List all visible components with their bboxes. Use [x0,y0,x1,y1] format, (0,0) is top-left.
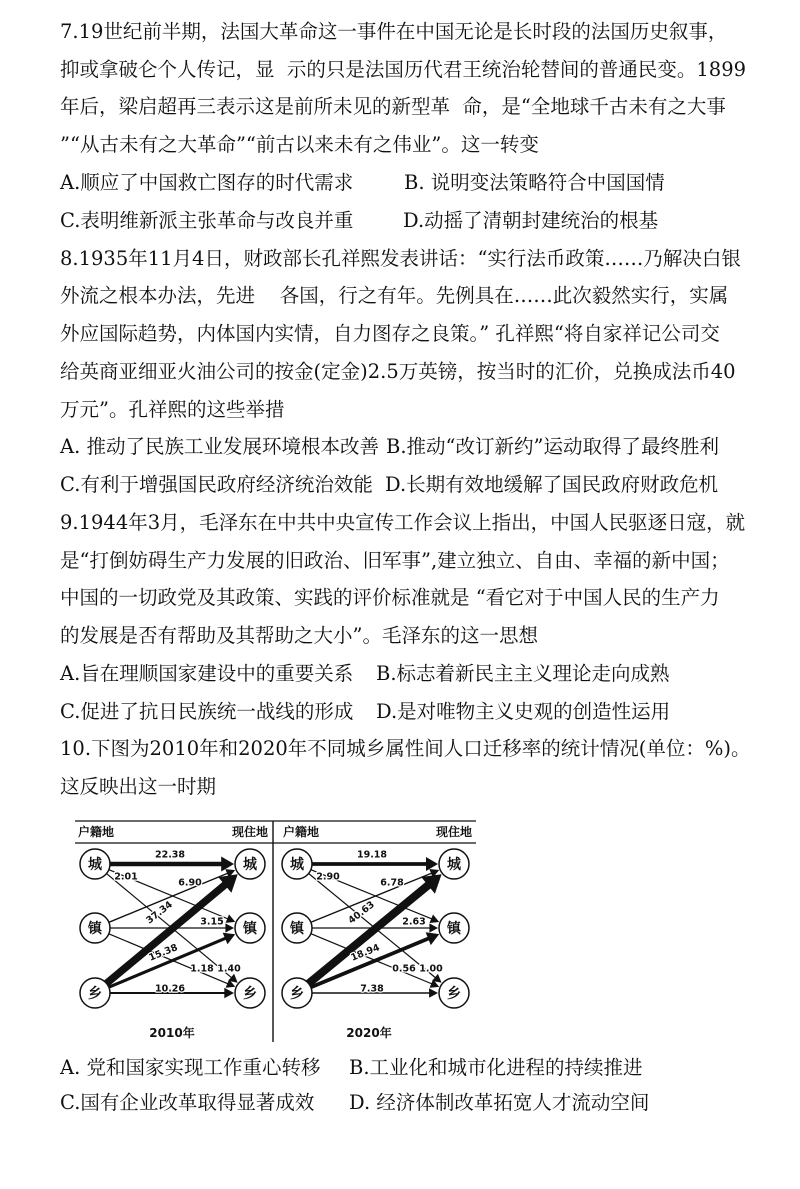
destination-node [439,978,469,1008]
question-9-stem-line: 的发展是否有帮助及其帮助之大小”。毛泽东的这一思想 [60,624,538,647]
flow-value-label: 1.00 [419,963,443,975]
destination-node [235,978,265,1008]
question-8-stem-line: 外应国际趋势，内体国内实情，自力图存之良策。” 孔祥熙“将自家祥记公司交 [60,322,720,345]
question-10-option-c: C.国有企业改革取得显著成效 [60,1091,315,1114]
destination-node [439,849,469,879]
flow-value-label: 6.90 [178,877,202,889]
question-10-stem-line: 10.下图为2010年和2020年不同城乡属性间人口迁移率的统计情况(单位：%)。 [60,737,751,760]
question-8-stem-line: 万元”。孔祥熙的这些举措 [60,398,285,421]
flow-value-label: 15.38 [147,942,180,964]
flow-arrow-head [426,857,438,871]
flow-value-label: 37.34 [144,899,175,927]
flow-value-label: 3.15 [200,916,224,928]
origin-node-label: 乡 [88,986,102,1002]
question-7-stem-line: 抑或拿破仑个人传记，显 示的只是法国历代君王统治轮替间的普通民变。1899 [60,58,747,81]
destination-header-2010: 现住地 [231,825,268,839]
question-7-stem-line: 7.19世纪前半期，法国大革命这一事件在中国无论是长时段的法国历史叙事， [60,20,728,43]
origin-node [282,978,312,1008]
question-8-stem-line: 8.1935年11月4日，财政部长孔祥熙发表讲话：“实行法币政策……乃解决白银 [60,247,741,270]
question-10-stem-line: 这反映出这一时期 [60,775,217,798]
question-10-option-a: A. 党和国家实现工作重心转移 [60,1056,321,1079]
flow-arrow-head [224,988,234,999]
flow-arrow-head [225,923,234,932]
question-9-stem-line: 中国的一切政党及其政策、实践的评价标准就是 “看它对于中国人民的生产力 [60,586,720,609]
question-7-option-b: B. 说明变法策略符合中国国情 [404,171,665,194]
flow-arrow-head [429,923,438,932]
flow-value-label: 7.38 [360,983,384,995]
destination-header-2020: 现住地 [435,825,472,839]
question-9-option-b: B.标志着新民主主义理论走向成熟 [376,662,670,685]
question-8-option-a: A. 推动了民族工业发展环境根本改善 [60,435,379,458]
flow-arrow-head [429,988,438,998]
origin-node-label: 城 [88,857,102,873]
flow-arrow-shaft [311,934,432,984]
destination-node-label: 乡 [243,986,257,1002]
origin-node [282,913,312,943]
destination-node-label: 镇 [447,921,461,937]
question-7-option-d: D.动摇了清朝封建统治的根基 [403,209,659,232]
flow-value-label: 6.78 [380,877,404,889]
destination-node-label: 乡 [447,986,461,1002]
flow-value-label: 1.40 [217,963,241,975]
flow-arrow-head [221,857,234,872]
destination-node-label: 城 [243,857,257,873]
origin-node-label: 城 [290,857,304,873]
destination-node [439,913,469,943]
flow-value-label: 2.90 [316,871,340,883]
question-8-option-d: D.长期有效地缓解了国民政府财政危机 [385,473,719,496]
question-8-option-c: C.有利于增强国民政府经济统治效能 [60,473,373,496]
question-7-option-a: A.顺应了中国救亡图存的时代需求 [60,171,354,194]
question-10-option-d: D. 经济体制改革拓宽人才流动空间 [349,1091,650,1114]
question-7-stem-line: ”“从古未有之大革命”“前古以来未有之伟业”。这一转变 [60,133,539,156]
flow-value-label: 10.26 [154,983,186,995]
question-9-option-c: C.促进了抗日民族统一战线的形成 [60,700,354,723]
origin-node [80,978,110,1008]
flow-value-label: 1.18 [190,963,214,975]
question-9-stem-line: 是“打倒妨碍生产力发展的旧政治、旧军事”,建立独立、自由、幸福的新中国； [60,549,730,572]
destination-node-label: 镇 [243,921,257,937]
question-7-option-c: C.表明维新派主张革命与改良并重 [60,209,354,232]
origin-node-label: 镇 [88,921,102,937]
flow-value-label: 19.18 [356,849,388,861]
origin-node-label: 镇 [290,921,304,937]
destination-node [235,849,265,879]
flow-value-label: 18.94 [349,942,382,964]
migration-flow-diagram [70,812,482,1046]
question-8-option-b: B.推动“改订新约”运动取得了最终胜利 [386,435,719,458]
question-9-stem-line: 9.1944年3月，毛泽东在中共中央宣传工作会议上指出，中国人民驱逐日寇，就 [60,511,746,534]
question-7-stem-line: 年后，梁启超再三表示这是前所未见的新型革 命，是“全地球千古未有之大事 [60,95,726,118]
origin-header-2020: 户籍地 [283,825,320,839]
origin-node-label: 乡 [290,986,304,1002]
destination-node-label: 城 [447,857,461,873]
question-8-stem-line: 给英商亚细亚火油公司的按金(定金)2.5万英镑，按当时的汇价，兑换成法币40 [60,360,736,383]
origin-node [80,913,110,943]
question-9-option-a: A.旨在理顺国家建设中的重要关系 [60,662,354,685]
year-label-2020: 2020年 [346,1026,392,1040]
flow-value-label: 2.01 [114,871,138,883]
flow-value-label: 40.63 [346,899,377,927]
question-10-option-b: B.工业化和城市化进程的持续推进 [349,1056,643,1079]
flow-value-label: 22.38 [154,849,186,861]
origin-node [80,849,110,879]
flow-value-label: 0.56 [392,963,416,975]
question-9-option-d: D.是对唯物主义史观的创造性运用 [376,700,671,723]
destination-node [235,913,265,943]
question-8-stem-line: 外流之根本办法，先进 各国，行之有年。先例具在……此次毅然实行，实属 [60,284,729,307]
origin-node [282,849,312,879]
origin-header-2010: 户籍地 [78,825,115,839]
flow-arrow-shaft [109,934,229,984]
year-label-2010: 2010年 [149,1026,195,1040]
flow-value-label: 2.63 [402,916,426,928]
